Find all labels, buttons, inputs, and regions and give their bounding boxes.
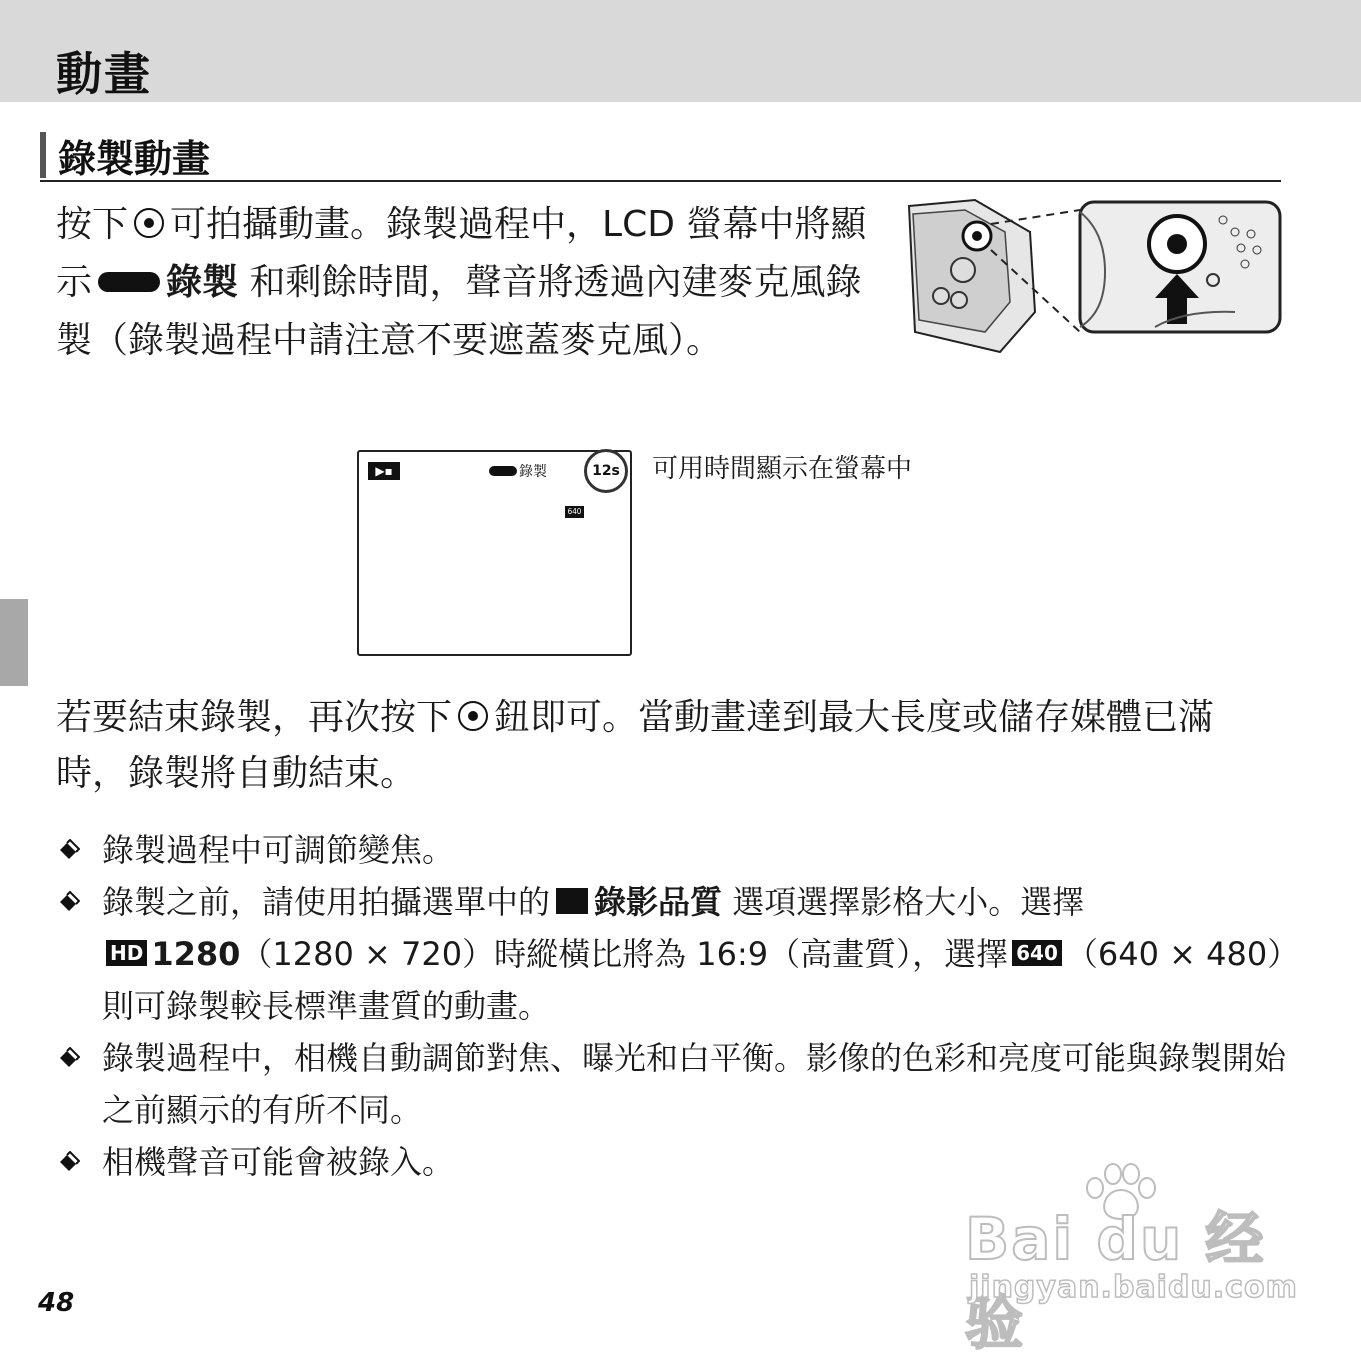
size-640-badge: 640 — [1012, 940, 1062, 966]
intro-text-3: 和剩餘時間，聲音將透過內建麥克風錄製（錄製過程中請注意不要遮蓋麥克風）。 — [56, 262, 862, 361]
rec-label: 錄製 — [166, 262, 239, 303]
page-number: 48 — [38, 1288, 75, 1318]
hd-badge: HD — [106, 940, 147, 966]
intro-paragraph — [56, 196, 886, 370]
shutter-button-icon — [134, 208, 164, 238]
chapter-side-tab — [0, 599, 28, 686]
lcd-image-size-badge: 640 — [565, 506, 584, 518]
recording-indicator-icon — [98, 272, 160, 292]
watermark-url: jingyan.baidu.com — [969, 1270, 1298, 1305]
camera-illustration — [905, 192, 1283, 360]
watermark-brand: Bai du 经验 — [965, 1205, 1266, 1357]
lcd-screen-diagram — [357, 450, 632, 656]
section-marker — [40, 132, 46, 178]
note-pencil-icon — [58, 1151, 80, 1173]
note-text: 錄製之前，請使用拍攝選單中的 — [102, 883, 551, 921]
para2-text-2: 鈕即可。當動畫達到最大長度或儲存媒體已滿時，錄製將自動結束。 — [56, 697, 1215, 794]
baidu-watermark — [965, 1160, 1298, 1357]
intro-text-1: 按下 — [56, 204, 129, 245]
note-text: （1280 × 720）時縱橫比將為 16:9（高畫質），選擇 — [240, 935, 1009, 973]
section-title: 錄製動畫 — [58, 137, 211, 181]
lcd-time-remaining: 12s — [592, 463, 620, 479]
lcd-time-remaining-ring — [584, 449, 628, 493]
movie-quality-menu-icon — [556, 888, 588, 914]
para2-text-1: 若要結束錄製，再次按下 — [56, 697, 453, 738]
note-text: 錄製過程中，相機自動調節對焦、曝光和白平衡。影像的色彩和亮度可能與錄製開始之前顯示的有所不同。 — [102, 1039, 1287, 1129]
note-text: 相機聲音可能會被錄入。 — [102, 1143, 455, 1181]
note-pencil-icon — [58, 839, 80, 861]
lcd-recording-indicator-icon — [489, 466, 517, 476]
note-item — [56, 876, 1286, 1032]
lcd-callout: 可用時間顯示在螢幕中 — [652, 454, 913, 484]
note-pencil-icon — [58, 1047, 80, 1069]
movie-quality-menu-label: 錄影品質 — [594, 883, 723, 921]
note-pencil-icon — [58, 891, 80, 913]
section-heading — [40, 128, 1281, 182]
note-text: （640 × 480）則可錄製較長標準畫質的動畫。 — [102, 935, 1284, 1025]
movie-mode-icon: ▶▪ — [368, 462, 400, 480]
notes-list — [56, 824, 1286, 1188]
lcd-rec-label: 錄製 — [519, 464, 547, 480]
note-text: 選項選擇影格大小。選擇 — [732, 883, 1085, 921]
hd-size-label: 1280 — [151, 935, 241, 973]
header-band — [0, 0, 1361, 102]
note-item — [56, 824, 1286, 876]
zoom-detail-panel — [1080, 202, 1280, 332]
note-text: 錄製過程中可調節變焦。 — [102, 831, 455, 869]
stop-recording-paragraph — [56, 690, 1286, 802]
page-title: 動畫 — [56, 47, 152, 101]
shutter-button-icon — [458, 701, 488, 731]
intro-text-2: 可拍攝動畫。錄製過程中，LCD 螢幕中將顯示 — [56, 204, 867, 303]
note-item — [56, 1032, 1286, 1136]
